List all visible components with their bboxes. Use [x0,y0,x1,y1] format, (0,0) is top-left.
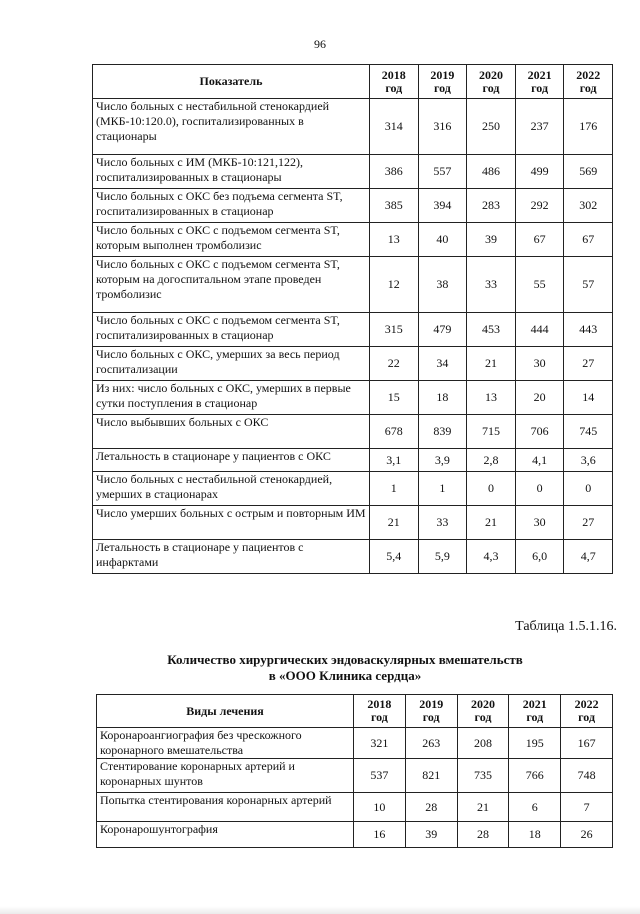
page-number: 96 [314,37,326,51]
row-value: 39 [405,822,457,848]
table-row [97,822,613,848]
endovascular-interventions-table [96,694,613,848]
row-value: 34 [418,347,467,381]
row-value: 14 [564,381,613,415]
row-label: Число больных с ОКС, умерших за весь период госпитализации [93,347,370,381]
row-value: 18 [418,381,467,415]
row-value: 30 [515,347,564,381]
row-value: 57 [564,257,613,313]
header-year: 2018 год [354,695,406,728]
row-value: 250 [467,99,516,155]
row-value: 28 [405,793,457,822]
row-value: 7 [561,793,613,822]
row-label: Коронароангиография без чрескожного коронарного вмешательства [97,728,354,759]
row-label: Коронарошунтография [97,822,354,848]
row-value: 6 [509,793,561,822]
row-value: 4,7 [564,540,613,574]
table-row [93,347,613,381]
table-row [93,257,613,313]
row-value: 21 [467,347,516,381]
row-value: 766 [509,759,561,793]
row-value: 5,9 [418,540,467,574]
table-row [93,415,613,449]
row-value: 21 [457,793,509,822]
row-value: 15 [370,381,419,415]
row-value: 316 [418,99,467,155]
row-value: 748 [561,759,613,793]
header-year: 2022 год [564,65,613,99]
row-value: 706 [515,415,564,449]
row-value: 22 [370,347,419,381]
row-value: 176 [564,99,613,155]
row-value: 315 [370,313,419,347]
table-row [93,381,613,415]
row-value: 0 [467,472,516,506]
row-value: 479 [418,313,467,347]
row-value: 678 [370,415,419,449]
row-value: 292 [515,189,564,223]
row-label: Число больных с ОКС с подъемом сегмента ST, которым на догоспитальном этапе проведен тромболизис [93,257,370,313]
table-row [93,506,613,540]
header-year: 2020 год [457,695,509,728]
table-row [93,313,613,347]
row-value: 5,4 [370,540,419,574]
table-row [93,223,613,257]
row-label: Число выбывших больных с ОКС [93,415,370,449]
row-value: 67 [515,223,564,257]
row-value: 26 [561,822,613,848]
row-value: 386 [370,155,419,189]
row-value: 67 [564,223,613,257]
table-caption: Таблица 1.5.1.16. [515,619,617,634]
row-label: Летальность в стационаре у пациентов с ОКС [93,449,370,472]
row-value: 55 [515,257,564,313]
row-value: 821 [405,759,457,793]
row-value: 39 [467,223,516,257]
row-value: 40 [418,223,467,257]
row-value: 167 [561,728,613,759]
header-year: 2018 год [370,65,419,99]
row-value: 27 [564,347,613,381]
row-value: 0 [564,472,613,506]
row-value: 21 [370,506,419,540]
row-value: 3,6 [564,449,613,472]
row-label: Число больных с ИМ (МКБ-10:121,122), госпитализированных в стационары [93,155,370,189]
row-value: 735 [457,759,509,793]
row-value: 569 [564,155,613,189]
row-value: 33 [467,257,516,313]
row-value: 38 [418,257,467,313]
row-value: 745 [564,415,613,449]
table-title: Количество хирургических эндоваскулярных вмешательств в «ООО Клиника сердца» [167,652,523,683]
row-value: 557 [418,155,467,189]
row-value: 443 [564,313,613,347]
row-value: 385 [370,189,419,223]
row-value: 283 [467,189,516,223]
table-row [93,99,613,155]
row-value: 486 [467,155,516,189]
row-value: 263 [405,728,457,759]
table-header-row [97,695,613,728]
row-value: 20 [515,381,564,415]
row-value: 13 [467,381,516,415]
row-value: 321 [354,728,406,759]
row-value: 237 [515,99,564,155]
row-value: 12 [370,257,419,313]
row-value: 3,9 [418,449,467,472]
cardiology-indicators-table [92,64,613,574]
row-label: Из них: число больных с ОКС, умерших в первые сутки поступления в стационар [93,381,370,415]
table-row [93,449,613,472]
row-value: 4,3 [467,540,516,574]
row-value: 13 [370,223,419,257]
row-value: 715 [467,415,516,449]
header-year: 2019 год [405,695,457,728]
row-label: Число умерших больных с острым и повторным ИМ [93,506,370,540]
row-value: 2,8 [467,449,516,472]
row-value: 1 [418,472,467,506]
row-value: 195 [509,728,561,759]
table-row [93,472,613,506]
header-indicator: Показатель [93,65,370,99]
row-value: 537 [354,759,406,793]
row-value: 4,1 [515,449,564,472]
row-value: 0 [515,472,564,506]
row-value: 394 [418,189,467,223]
row-value: 28 [457,822,509,848]
header-year: 2021 год [515,65,564,99]
row-label: Число больных с нестабильной стенокардией (МКБ-10:120.0), госпитализированных в стационары [93,99,370,155]
table-row [93,189,613,223]
row-value: 1 [370,472,419,506]
row-label: Летальность в стационаре у пациентов с инфарктами [93,540,370,574]
row-value: 839 [418,415,467,449]
table-row [97,793,613,822]
header-year: 2019 год [418,65,467,99]
row-value: 21 [467,506,516,540]
row-value: 27 [564,506,613,540]
header-year: 2022 год [561,695,613,728]
row-value: 6,0 [515,540,564,574]
row-value: 10 [354,793,406,822]
row-label: Число больных с ОКС без подъема сегмента ST, госпитализированных в стационар [93,189,370,223]
row-label: Число больных с ОКС с подъемом сегмента ST, госпитализированных в стационар [93,313,370,347]
table-row [93,540,613,574]
row-value: 18 [509,822,561,848]
row-value: 302 [564,189,613,223]
row-value: 208 [457,728,509,759]
row-label: Стентирование коронарных артерий и коронарных шунтов [97,759,354,793]
row-value: 444 [515,313,564,347]
row-label: Число больных с ОКС с подъемом сегмента ST, которым выполнен тромболизис [93,223,370,257]
row-value: 314 [370,99,419,155]
row-value: 16 [354,822,406,848]
table-row [97,728,613,759]
header-year: 2021 год [509,695,561,728]
row-value: 499 [515,155,564,189]
header-indicator: Виды лечения [97,695,354,728]
table-header-row [93,65,613,99]
row-label: Попытка стентирования коронарных артерий [97,793,354,822]
row-label: Число больных с нестабильной стенокардией, умерших в стационарах [93,472,370,506]
row-value: 30 [515,506,564,540]
header-year: 2020 год [467,65,516,99]
row-value: 453 [467,313,516,347]
row-value: 3,1 [370,449,419,472]
scan-edge [0,906,640,914]
table-row [97,759,613,793]
row-value: 33 [418,506,467,540]
table-row [93,155,613,189]
